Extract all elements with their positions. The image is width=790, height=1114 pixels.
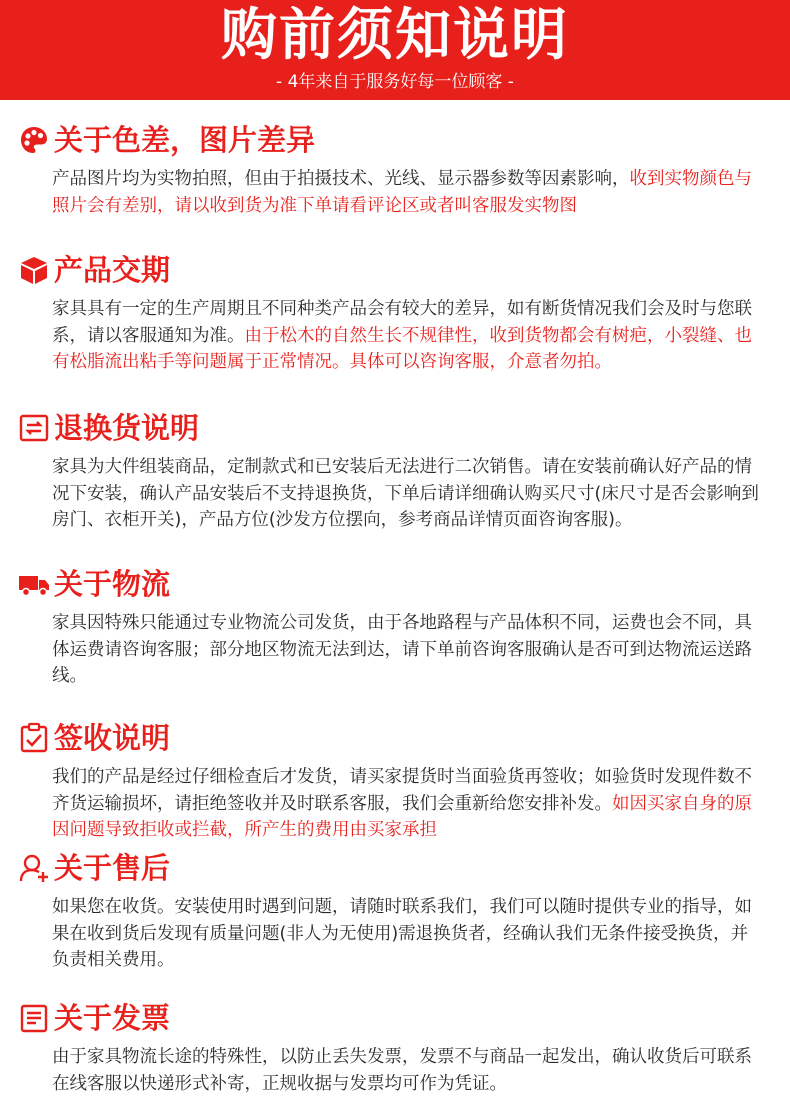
- page-title: 购前须知说明: [221, 3, 569, 68]
- section-body: [52, 296, 764, 376]
- exchange-icon: [18, 412, 50, 444]
- section-body: [52, 894, 764, 974]
- header-banner: [0, 0, 790, 100]
- section-highlight: 由于松木的自然生长不规律性，收到货物都会有树疤，小裂缝、也有松脂流出粘手等问题属于正常情况。具体可以咨询客服，介意者勿拍。: [52, 325, 752, 372]
- section-text: 我们的产品是经过仔细检查后才发货，请买家提货时当面验货再签收；如验货时发现件数不齐货运输损坏，请拒绝签收并及时联系客服，我们会重新给您安排补发。: [52, 767, 752, 814]
- truck-icon: [18, 568, 50, 600]
- section-body: [52, 610, 764, 690]
- section-header: [18, 122, 315, 158]
- section-header: [18, 252, 170, 288]
- section-header: [18, 720, 170, 756]
- section-body: [52, 454, 764, 534]
- page-subtitle: - 4年来自于服务好每一位顾客 -: [276, 72, 514, 92]
- section-title: 签收说明: [54, 721, 171, 755]
- section-text: 家具为大件组装商品，定制款式和已安装后无法进行二次销售。请在安装前确认好产品的情况下安装，确认产品安装后不支持退换货，下单后请详细确认购买尺寸(床尺寸是否会影响到房门、衣柜开关)，产品方位(沙发方位摆向，参考商品详情页面咨询客服)。: [52, 457, 759, 530]
- section-header: [18, 1000, 170, 1036]
- palette-icon: [18, 124, 50, 156]
- section-text: 产品图片均为实物拍照，但由于拍摄技术、光线、显示器参数等因素影响，: [52, 169, 630, 189]
- section-body: [52, 1044, 764, 1097]
- user-service-icon: [18, 852, 50, 884]
- section-header: [18, 566, 170, 602]
- section-text: 家具因特殊只能通过专业物流公司发货，由于各地路程与产品体积不同，运费也会不同，具体运费请咨询客服；部分地区物流无法到达，请下单前咨询客服确认是否可到达物流运送路线。: [52, 613, 752, 686]
- section-header: [18, 850, 170, 886]
- section-title: 关于物流: [54, 567, 171, 601]
- section-text: 由于家具物流长途的特殊性，以防止丢失发票，发票不与商品一起发出，确认收货后可联系在线客服以快递形式补寄，正规收据与发票均可作为凭证。: [52, 1047, 752, 1094]
- section-body: [52, 764, 764, 844]
- section-title: 关于色差，图片差异: [54, 123, 316, 157]
- section-body: [52, 166, 764, 219]
- section-title: 关于发票: [54, 1001, 171, 1035]
- section-header: [18, 410, 199, 446]
- section-text: 家具具有一定的生产周期且不同种类产品会有较大的差异，如有断货情况我们会及时与您联系，请以客服通知为准。: [52, 299, 752, 346]
- section-highlight: 如因买家自身的原因问题导致拒收或拦截，所产生的费用由买家承担: [52, 793, 752, 840]
- section-title: 产品交期: [54, 253, 171, 287]
- section-title: 退换货说明: [54, 411, 200, 445]
- box-icon: [18, 254, 50, 286]
- invoice-icon: [18, 1002, 50, 1034]
- section-text: 如果您在收货。安装使用时遇到问题，请随时联系我们，我们可以随时提供专业的指导，如果在收到货后发现有质量问题(非人为无使用)需退换货者，经确认我们无条件接受换货，并负责相关费用。: [52, 897, 752, 970]
- section-title: 关于售后: [54, 851, 171, 885]
- clipboard-check-icon: [18, 722, 50, 754]
- section-highlight: 收到实物颜色与照片会有差别，请以收到货为准下单请看评论区或者叫客服发实物图: [52, 169, 752, 216]
